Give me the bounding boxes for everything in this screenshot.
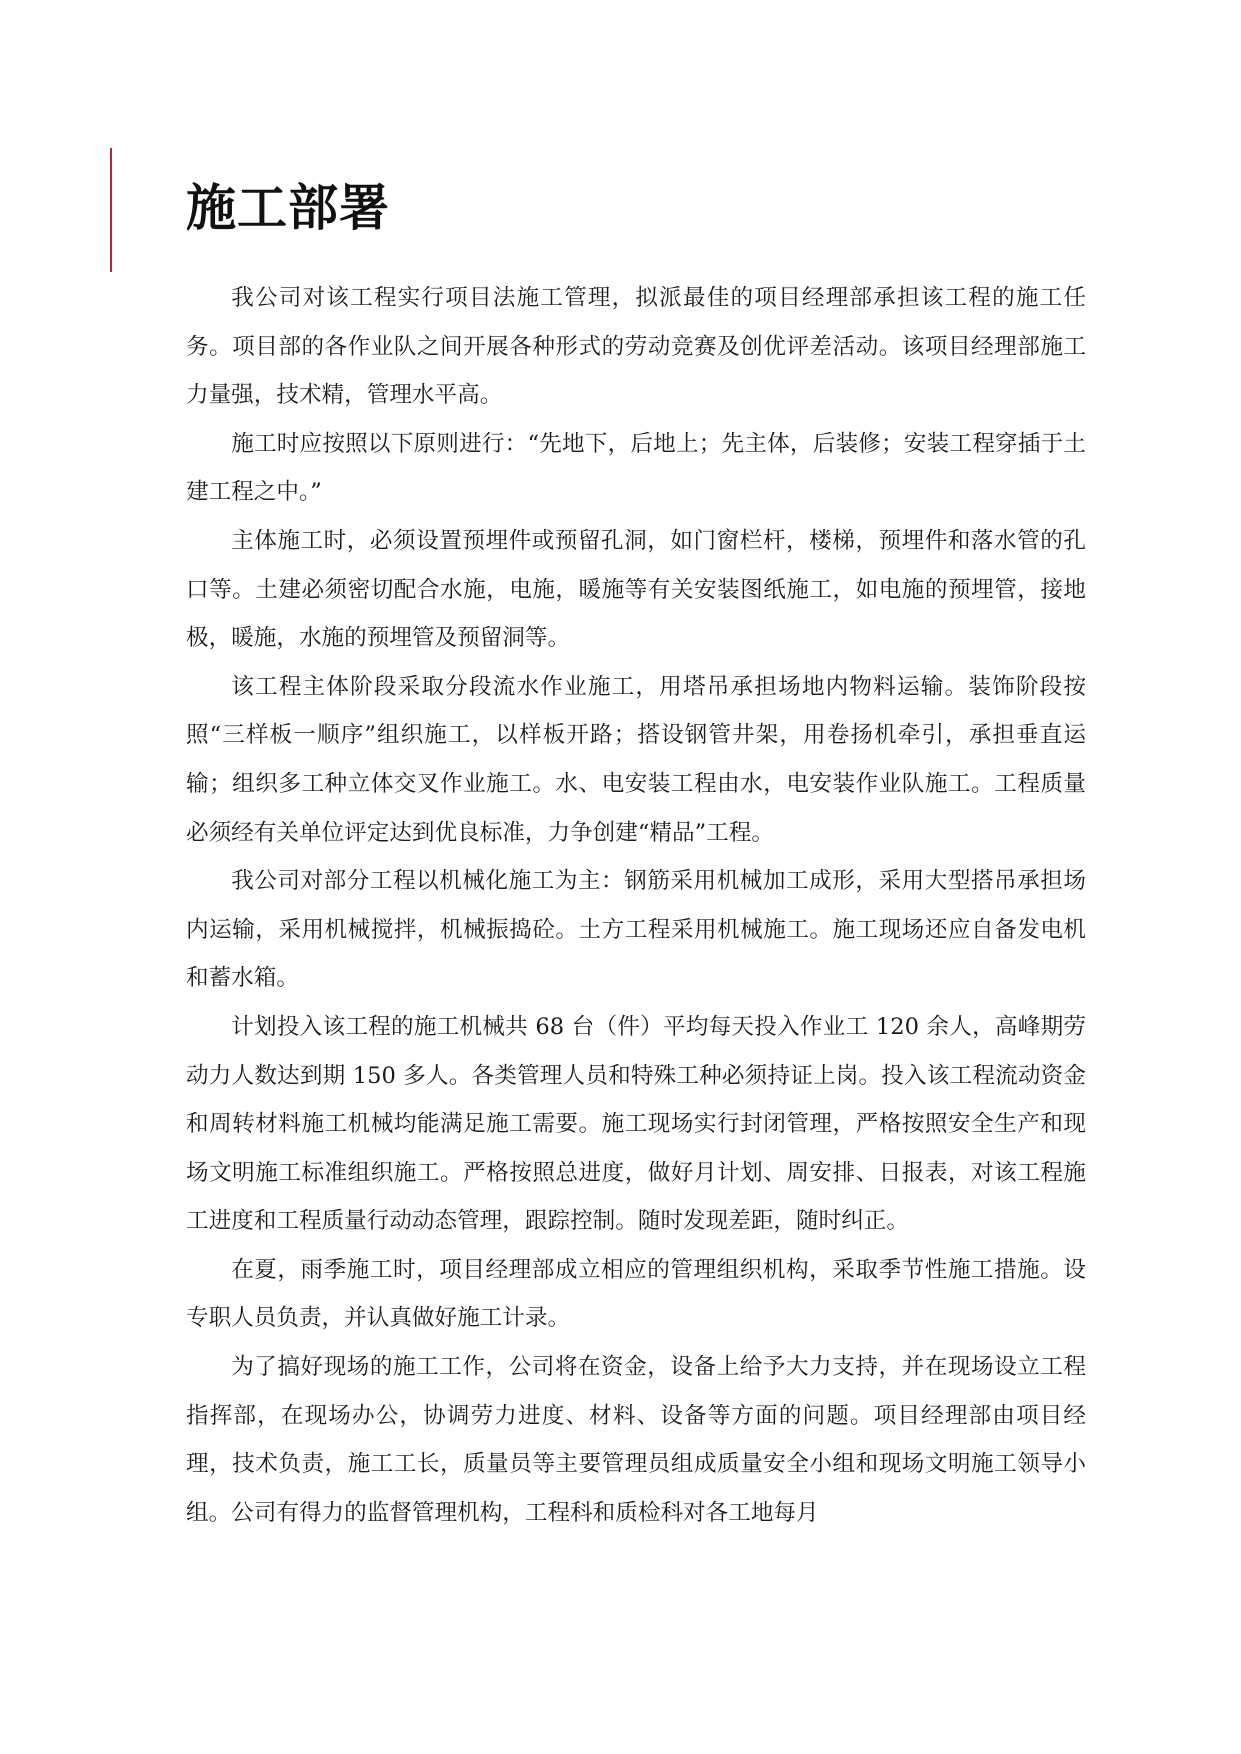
document-body	[186, 274, 1086, 1537]
paragraph-construction-principles: 施工时应按照以下原则进行：“先地下，后地上；先主体，后装修；安装工程穿插于土建工程之中。”	[186, 430, 1086, 506]
paragraph-flow-operation: 该工程主体阶段采取分段流水作业施工，用塔吊承担场地内物料运输。装饰阶段按照“三样板一顺序”组织施工，以样板开路；搭设钢管井架，用卷扬机牵引，承担垂直运输；组织多工种立体交叉作业施工。水、电安装工程由水，电安装作业队施工。工程质量必须经有关单位评定达到优良标准，力争创建“精品”工程。	[186, 673, 1086, 846]
title-accent-line	[110, 148, 112, 272]
paragraph-project-management: 我公司对该工程实行项目法施工管理，拟派最佳的项目经理部承担该工程的施工任务。项目部的各作业队之间开展各种形式的劳动竞赛及创优评差活动。该项目经理部施工力量强，技术精，管理水平高。	[186, 285, 1086, 409]
page-title: 施工部署	[186, 179, 390, 237]
paragraph-main-structure: 主体施工时，必须设置预埋件或预留孔洞，如门窗栏杆，楼梯，预埋件和落水管的孔口等。土建必须密切配合水施，电施，暖施等有关安装图纸施工，如电施的预埋管，接地极，暖施，水施的预埋管及预留洞等。	[186, 527, 1086, 652]
paragraph-mechanization: 我公司对部分工程以机械化施工为主：钢筋采用机械加工成形，采用大型搭吊承担场内运输，采用机械搅拌，机械振捣砼。土方工程采用机械施工。施工现场还应自备发电机和蓄水箱。	[186, 868, 1086, 992]
paragraph-seasonal-construction: 在夏，雨季施工时，项目经理部成立相应的管理组织机构，采取季节性施工措施。设专职人员负责，并认真做好施工计录。	[186, 1256, 1086, 1332]
paragraph-resource-plan: 计划投入该工程的施工机械共 68 台（件）平均每天投入作业工 120 余人，高峰期劳动力人数达到期 150 多人。各类管理人员和特殊工种必须持证上岗。投入该工程流动资金和周转材料施工机械均能满足施工需要。施工现场实行封闭管理，严格按照安全生产和现场文明施工标准组织施工。严格按照总进度，做好月计划、周安排、日报表，对该工程施工进度和工程质量行动动态管理，跟踪控制。随时发现差距，随时纠正。	[186, 1013, 1086, 1235]
paragraph-company-support: 为了搞好现场的施工工作，公司将在资金，设备上给予大力支持，并在现场设立工程指挥部，在现场办公，协调劳力进度、材料、设备等方面的问题。项目经理部由项目经理，技术负责，施工工长，质量员等主要管理员组成质量安全小组和现场文明施工领导小组。公司有得力的监督管理机构，工程科和质检科对各工地每月	[186, 1354, 1086, 1526]
